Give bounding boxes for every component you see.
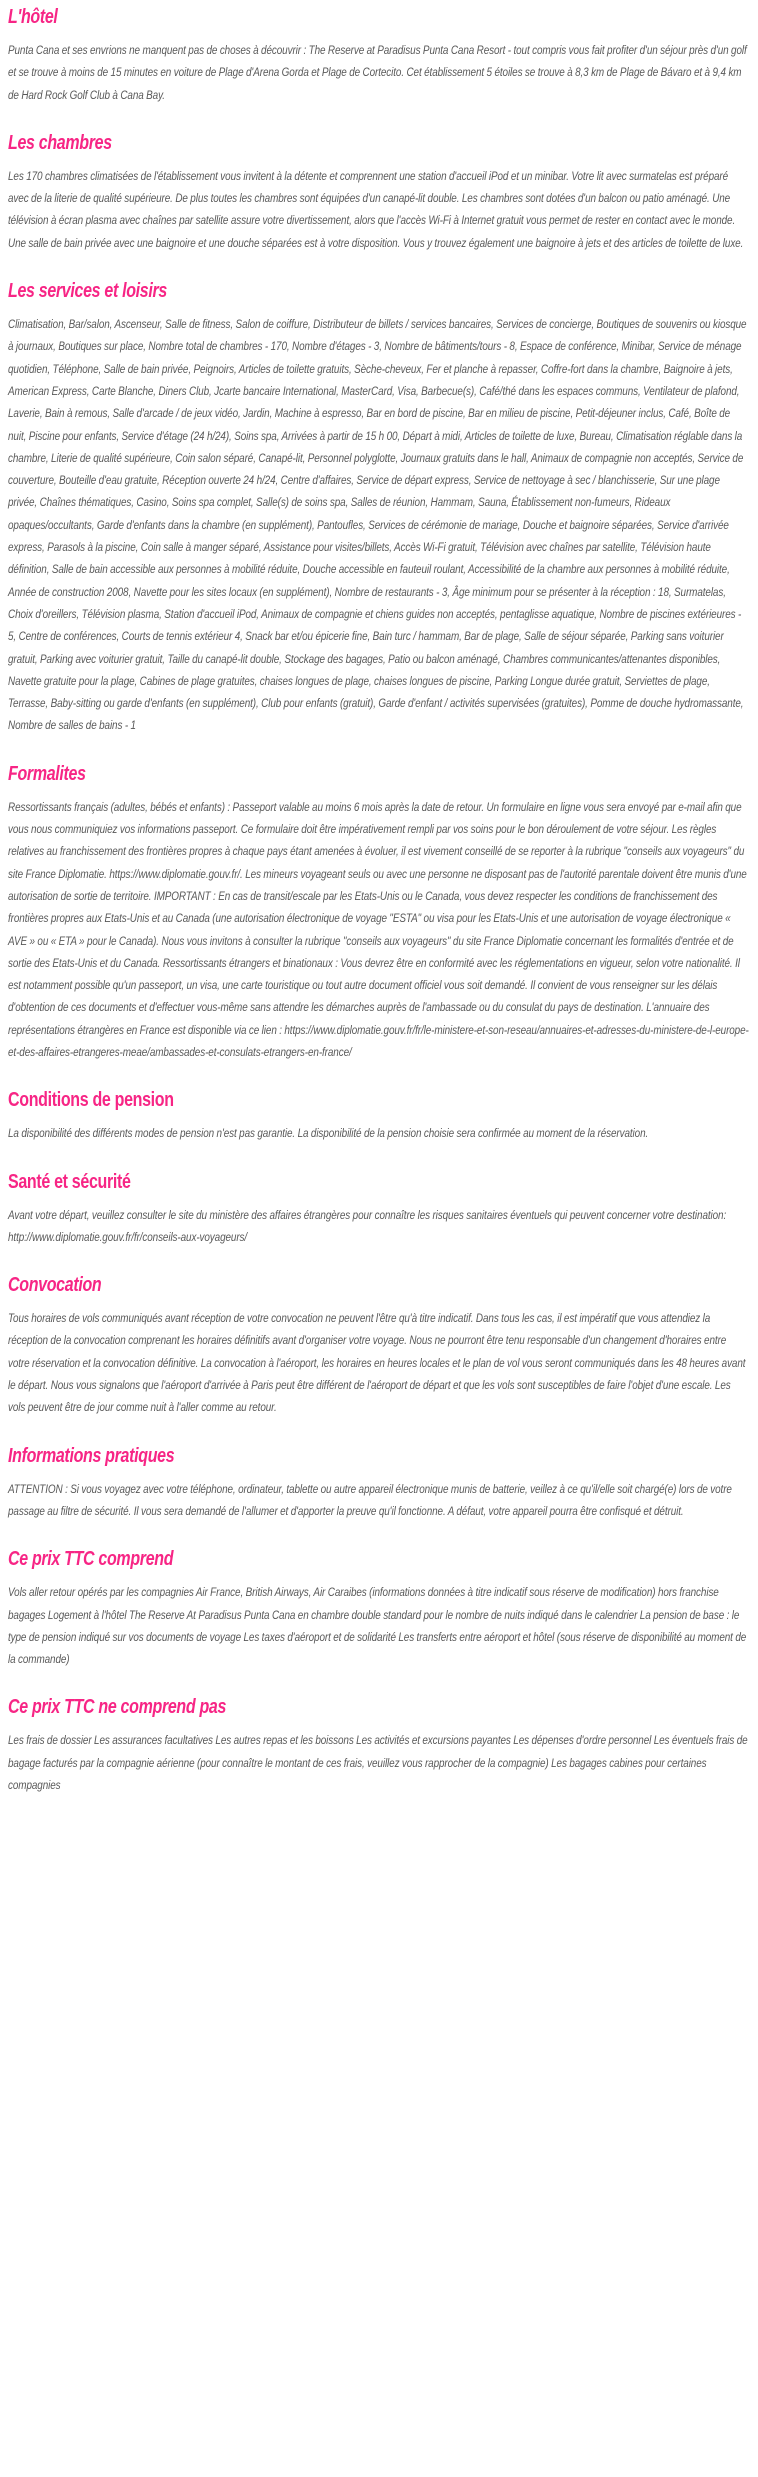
section-sante-securite: [8, 1171, 750, 1249]
section-paragraph-prix-comprend: Vols aller retour opérés par les compagnies Air France, British Airways, Air Caraibes (informations données à titre indicatif sous réserve de modification) hors franchise bagages Logement à l'hôtel The Reserve At Paradisus Punta Cana en chambre double standard pour le nombre de nuits indiqué dans le calendrier La pension de base : le type de pension indiqué sur vos documents de voyage Les taxes d'aéroport et de solidarité Les transferts entre aéroport et hôtel (sous réserve de disponibilité au moment de la commande): [8, 1585, 747, 1667]
section-hotel: [8, 6, 750, 106]
paragraph-wrapper: [8, 1581, 750, 1670]
section-paragraph-prix-ne-comprend-pas: Les frais de dossier Les assurances facultatives Les autres repas et les boissons Les activités et excursions payantes Les dépenses d'ordre personnel Les éventuels frais de bagage facturés par la compagnie aérienne (pour connaître le montant de ces frais, veuillez vous rapprocher de la compagnie) Les bagages cabines pour certaines compagnies: [8, 1733, 748, 1793]
section-paragraph-convocation: Tous horaires de vols communiqués avant réception de votre convocation ne peuvent l'être qu'à titre indicatif. Dans tous les cas, il est impératif que vous attendiez la réception de la convocation comprenant les horaires définitifs avant d'organiser votre voyage. Nous ne pourront être tenu responsable d'un changement d'horaires entre votre réservation et la convocation définitive. La convocation à l'aéroport, les horaires en heures locales et le plan de vol vous seront communiqués dans les 48 heures avant le départ. Nous vous signalons que l'aéroport d'arrivée à Paris peut être différent de l'aéroport de départ et que les vols sont susceptibles de faire l'objet d'une escale. Les vols peuvent être de jour comme nuit à l'aller comme au retour.: [8, 1311, 746, 1415]
section-conditions-pension: [8, 1089, 750, 1144]
section-formalites: [8, 763, 750, 1064]
section-heading-prix-ne-comprend-pas: Ce prix TTC ne comprend pas: [8, 1696, 227, 1719]
sections-container: [8, 6, 750, 1796]
section-paragraph-services: Climatisation, Bar/salon, Ascenseur, Salle de fitness, Salon de coiffure, Distributeur de billets / services bancaires, Services de concierge, Boutiques de souvenirs ou kiosque à journaux, Boutiques sur place, Nombre total de chambres - 170, Nombre d'étages - 3, Nombre de bâtiments/tours - 8, Espace de conférence, Minibar, Service de ménage quotidien, Téléphone, Salle de bain privée, Peignoirs, Articles de toilette gratuits, Sèche-cheveux, Fer et planche à repasser, Coffre-fort dans la chambre, Baignoire à jets, American Express, Carte Blanche, Diners Club, Jcarte bancaire International, MasterCard, Visa, Barbecue(s), Café/thé dans les espaces communs, Ventilateur de plafond, Laverie, Bain à remous, Salle d'arcade / de jeux vidéo, Jardin, Machine à espresso, Bar en bord de piscine, Bar en milieu de piscine, Petit-déjeuner inclus, Café, Boîte de nuit, Piscine pour enfants, Service d'étage (24 h/24), Soins spa, Arrivées à partir de 15 h 00, Départ à midi, Articles de toilette de luxe, Bureau, Climatisation réglable dans la chambre, Literie de qualité supérieure, Coin salon séparé, Canapé-lit, Personnel polyglotte, Journaux gratuits dans le hall, Animaux de compagnie non acceptés, Service de couverture, Bouteille d'eau gratuite, Réception ouverte 24 h/24, Centre d'affaires, Service de départ express, Service de nettoyage à sec / blanchisserie, Sur une plage privée, Chaînes thématiques, Casino, Soins spa complet, Salle(s) de soins spa, Salles de réunion, Hammam, Sauna, Établissement non-fumeurs, Rideaux opaques/occultants, Garde d'enfants dans la chambre (en supplément), Pantoufles, Services de cérémonie de mariage, Douche et baignoire séparées, Service d'arrivée express, Parasols à la piscine, Coin salle à manger séparé, Assistance pour visites/billets, Accès Wi-Fi gratuit, Télévision avec chaînes par satellite, Télévision haute définition, Salle de bain accessible aux personnes à mobilité réduite, Douche accessible en fauteuil roulant, Accessibilité de la chambre aux personnes à mobilité réduite, Année de construction 2008, Navette pour les sites locaux (en supplément), Nombre de restaurants - 3, Âge minimum pour se présenter à la réception : 18, Surmatelas, Choix d'oreillers, Télévision plasma, Station d'accueil iPod, Animaux de compagnie et chiens guides non acceptés, pentaglisse aquatique, Nombre de piscines extérieures - 5, Centre de conférences, Courts de tennis extérieur 4, Snack bar et/ou épicerie fine, Bain turc / hammam, Bar de plage, Salle de séjour séparée, Parking sans voiturier gratuit, Parking avec voiturier gratuit, Taille du canapé-lit double, Stockage des bagages, Patio ou balcon aménagé, Chambres communicantes/attenantes disponibles, Navette gratuite pour la plage, Cabines de plage gratuites, chaises longues de plage, chaises longues de piscine, Parking Longue durée gratuit, Serviettes de plage, Terrasse, Baby-sitting ou garde d'enfants (en supplément), Club pour enfants (gratuit), Garde d'enfant / activités supervisées (gratuites), Pomme de douche hydromassante, Nombre de salles de bains - 1: [8, 317, 747, 733]
section-paragraph-conditions-pension: La disponibilité des différents modes de pension n'est pas garantie. La disponibilité de la pension choisie sera confirmée au moment de la réservation.: [8, 1126, 649, 1141]
section-heading-convocation: Convocation: [8, 1274, 102, 1297]
paragraph-wrapper: [8, 1307, 750, 1418]
paragraph-wrapper: [8, 796, 750, 1064]
section-heading-formalites: Formalites: [8, 762, 86, 785]
section-heading-informations-pratiques: Informations pratiques: [8, 1444, 175, 1467]
paragraph-wrapper: [8, 39, 750, 106]
section-paragraph-hotel: Punta Cana et ses envrions ne manquent pas de choses à découvrir : The Reserve at Paradisus Punta Cana Resort - tout compris vous fait profiter d'un séjour près d'un golf et se trouve à moins de 15 minutes en voiture de Plage d'Arena Gorda et Plage de Cortecito. Cet établissement 5 étoiles se trouve à 8,3 km de Plage de Bávaro et à 9,4 km de Hard Rock Golf Club à Cana Bay.: [8, 43, 747, 102]
paragraph-wrapper: [8, 1478, 750, 1523]
section-prix-ne-comprend-pas: [8, 1696, 750, 1796]
paragraph-wrapper: [8, 1729, 750, 1796]
section-chambres: [8, 132, 750, 254]
paragraph-wrapper: [8, 1122, 750, 1144]
section-paragraph-chambres: Les 170 chambres climatisées de l'établissement vous invitent à la détente et comprennent une station d'accueil iPod et un minibar. Votre lit avec surmatelas est préparé avec de la literie de qualité supérieure. De plus toutes les chambres sont équipées d'un canapé-lit double. Les chambres sont dotées d'un balcon ou patio aménagé. Une télévision à écran plasma avec chaînes par satellite assure votre divertissement, alors que l'accès Wi-Fi à Internet gratuit vous permet de rester en contact avec le monde. Une salle de bain privée avec une baignoire et une douche séparées est à votre disposition. Vous y trouvez également une baignoire à jets et des articles de toilette de luxe.: [8, 168, 744, 250]
section-prix-comprend: [8, 1548, 750, 1670]
section-heading-chambres: Les chambres: [8, 131, 112, 154]
paragraph-wrapper: [8, 165, 750, 254]
section-heading-sante-securite: Santé et sécurité: [8, 1170, 131, 1193]
section-convocation: [8, 1274, 750, 1418]
section-heading-hotel: L'hôtel: [8, 6, 58, 28]
section-heading-prix-comprend: Ce prix TTC comprend: [8, 1548, 174, 1571]
section-heading-services: Les services et loisirs: [8, 280, 167, 303]
section-paragraph-formalites: Ressortissants français (adultes, bébés et enfants) : Passeport valable au moins 6 mois après la date de retour. Un formulaire en ligne vous sera envoyé par e-mail afin que vous nous communiquiez vos informations passeport. Ce formulaire doit être impérativement rempli par vos soins pour le bon déroulement de votre séjour. Les règles relatives au franchissement des frontières propres à chaque pays étant amenées à évoluer, il est vivement conseillé de se reporter à la rubrique "conseils aux voyageurs" du site France Diplomatie. https://www.diplomatie.gouv.fr/. Les mineurs voyageant seuls ou avec une personne ne disposant pas de l'autorité parentale doivent être munis d'une autorisation de sortie de territoire. IMPORTANT : En cas de transit/escale par les Etats-Unis ou le Canada, vous devez respecter les conditions de franchissement des frontières propres aux Etats-Unis et au Canada (une autorisation électronique de voyage "ESTA" ou visa pour les Etats-Unis et une autorisation de voyage électronique « AVE » ou « ETA » pour le Canada). Nous vous invitons à consulter la rubrique "conseils aux voyageurs" du site France Diplomatie concernant les formalités d'entrée et de sortie des Etats-Unis et du Canada. Ressortissants étrangers et binationaux : Vous devrez être en conformité avec les réglementations en vigueur, selon votre nationalité. Il est notamment possible qu'un passeport, un visa, une carte touristique ou tout autre document officiel vous soit demandé. Il convient de vous renseigner sur les délais d'obtention de ces documents et d'effectuer vous-même sans attendre les démarches auprès de l'ambassade ou du consulat du pays de destination. L'annuaire des représentations étrangères en France est disponible via ce lien : https://www.diplomatie.gouv.fr/fr/le-ministere-et-son-reseau/annuaires-et-adresses-du-ministere-de-l-europe-et-des-affaires-etrangeres-meae/ambassades-et-consulats-etrangers-en-france/: [8, 799, 749, 1059]
section-paragraph-informations-pratiques: ATTENTION : Si vous voyagez avec votre téléphone, ordinateur, tablette ou autre appareil électronique munis de batterie, veillez à ce qu'il/elle soit chargé(e) lors de votre passage au filtre de sécurité. Il vous sera demandé de l'allumer et d'apporter la preuve qu'il fonctionne. A défaut, votre appareil pourra être confisqué et détruit.: [8, 1481, 732, 1518]
section-heading-conditions-pension: Conditions de pension: [8, 1089, 174, 1112]
paragraph-wrapper: [8, 1204, 750, 1249]
section-informations-pratiques: [8, 1445, 750, 1523]
paragraph-wrapper: [8, 313, 750, 737]
section-services: [8, 280, 750, 737]
section-paragraph-sante-securite: Avant votre départ, veuillez consulter le site du ministère des affaires étrangères pour connaître les risques sanitaires éventuels qui peuvent concerner votre destination: http://www.diplomatie.gouv.fr/fr/conseils-aux-voyageurs/: [8, 1207, 727, 1244]
